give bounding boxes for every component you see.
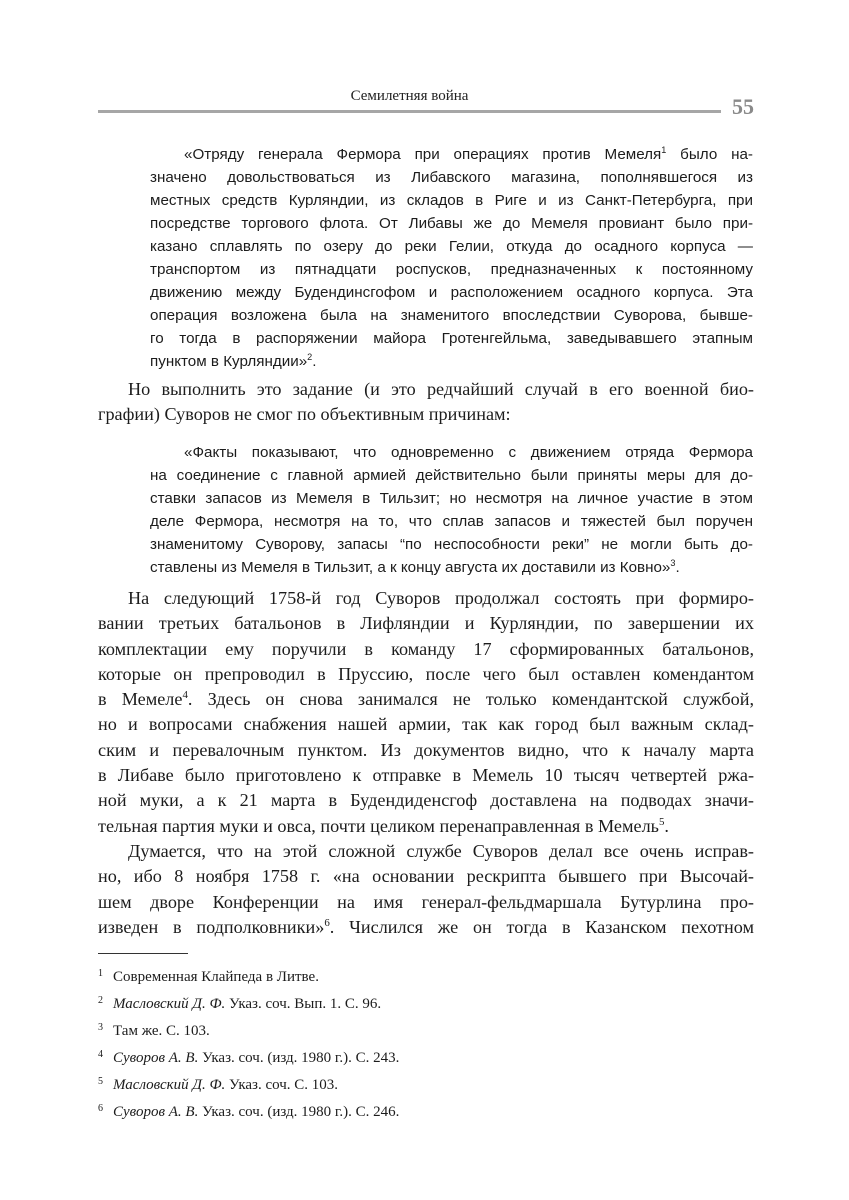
footnote-ref: 5 — [658, 815, 665, 828]
quote-block-2 — [150, 441, 753, 579]
paragraph-line: ским и перевалочным пунктом. Из документов видно, что к началу марта — [98, 739, 754, 760]
quote-line: ставки запасов из Мемеля в Тильзит; но несмотря на личное участие в этом — [150, 490, 753, 507]
paragraph-line: которые он препроводил в Пруссию, после чего был оставлен комендантом — [98, 663, 754, 684]
paragraph-line: изведен в подполковники»$^6$. Числился же он тогда в Казанском пехотном — [98, 916, 754, 937]
quote-line: казано сплавлять по озеру до реки Гелии, откуда до осадного корпуса — — [150, 238, 753, 255]
quote-line: го тогда в распоряжении майора Гротенгейльма, заведывавшего этапным — [150, 330, 753, 347]
quote-block-1 — [150, 143, 753, 373]
paragraph-3 — [98, 839, 754, 940]
quote-line: пунктом в Курляндии»$^2$. — [150, 351, 317, 370]
footnote-ref: 4 — [182, 689, 188, 702]
page-number: 55 — [732, 94, 754, 119]
quote-line: транспортом из пятнадцати роспусков, предназначенных к постоянному — [150, 261, 753, 278]
footnote: 6 Суворов А. В. Указ. соч. (изд. 1980 г.). С. 246. — [98, 1103, 400, 1120]
paragraph-1 — [98, 377, 754, 428]
quote-line: деле Фермора, несмотря на то, что сплав запасов и тяжестей был поручен — [150, 513, 753, 530]
footnote-ref: 1 — [661, 144, 667, 155]
quote-line: посредстве торгового флота. От Либавы же до Мемеля провиант было при- — [150, 215, 753, 232]
paragraph-line: Но выполнить это задание (и это редчайший случай в его военной био- — [128, 379, 754, 399]
paragraph-line: в Мемеле$^4$. Здесь он снова занимался не только комендантской службой, — [98, 689, 754, 710]
quote-line: местных средств Курляндии, из складов в Риге и из Санкт-Петербурга, при — [150, 192, 753, 209]
footnote: 4 Суворов А. В. Указ. соч. (изд. 1980 г.). С. 243. — [98, 1049, 400, 1066]
header-rule — [98, 110, 721, 113]
footnote: 3 Там же. С. 103. — [98, 1022, 210, 1039]
paragraph-line: Думается, что на этой сложной службе Суворов делал все очень исправ- — [128, 841, 754, 861]
paragraph-line: комплектации ему поручили в команду 17 сформированных батальонов, — [98, 638, 754, 659]
paragraph-line: но, ибо 8 ноября 1758 г. «на основании рескрипта бывшего при Высочай- — [98, 866, 754, 887]
running-head — [98, 88, 754, 118]
quote-line: знаменитому Суворову, запасы “по неспособности реки” не могли быть до- — [150, 536, 753, 553]
paragraph-2 — [98, 586, 754, 839]
quote-line: ставлены из Мемеля в Тильзит, а к концу августа их доставили из Ковно»$^3$. — [150, 557, 680, 576]
quote-line: на соединение с главной армией действительно были приняты меры для до- — [150, 467, 753, 484]
footnote-ref: 2 — [307, 351, 313, 362]
footnote-rule — [98, 953, 188, 954]
paragraph-line: шем дворе Конференции на имя генерал-фельдмаршала Бутурлина про- — [98, 891, 754, 912]
paragraph-line: тельная партия муки и овса, почти целиком перенаправленная в Мемель$^5$. — [98, 815, 669, 836]
footnote: 1 Современная Клайпеда в Литве. — [98, 968, 319, 985]
paragraph-line: ной муки, а к 21 марта в Будендиденсгоф доставлена на подводах значи- — [98, 790, 754, 811]
paragraph-line: в Либаве было приготовлено к отправке в Мемель 10 тысяч четвертей ржа- — [98, 765, 754, 786]
footnote-ref: 3 — [670, 557, 676, 568]
footnote: 2 Масловский Д. Ф. Указ. соч. Вып. 1. С. 96. — [98, 995, 382, 1012]
quote-line: движению между Будендинсгофом и расположением осадного корпуса. Эта — [150, 284, 753, 301]
paragraph-line: но и вопросами снабжения нашей армии, так как город был важным склад- — [98, 714, 754, 735]
quote-line: значено довольствоваться из Либавского магазина, пополнявшегося из — [150, 169, 753, 186]
footnote: 5 Масловский Д. Ф. Указ. соч. С. 103. — [98, 1076, 339, 1093]
footnotes — [98, 962, 754, 1124]
paragraph-line: вании третьих батальонов в Лифляндии и Курляндии, по завершении их — [98, 613, 754, 634]
paragraph-line: На следующий 1758-й год Суворов продолжал состоять при формиро- — [128, 588, 754, 608]
running-title: Семилетняя война — [350, 88, 469, 104]
quote-line: «Факты показывают, что одновременно с движением отряда Фермора — [184, 444, 753, 461]
paragraph-line: графии) Суворов не смог по объективным причинам: — [98, 404, 511, 425]
quote-line: «Отряду генерала Фермора при операциях против Мемеля$^1$ было на- — [184, 144, 753, 163]
quote-line: операция возложена была на знаменитого впоследствии Суворова, бывше- — [150, 307, 753, 324]
footnote-ref: 6 — [324, 916, 330, 929]
